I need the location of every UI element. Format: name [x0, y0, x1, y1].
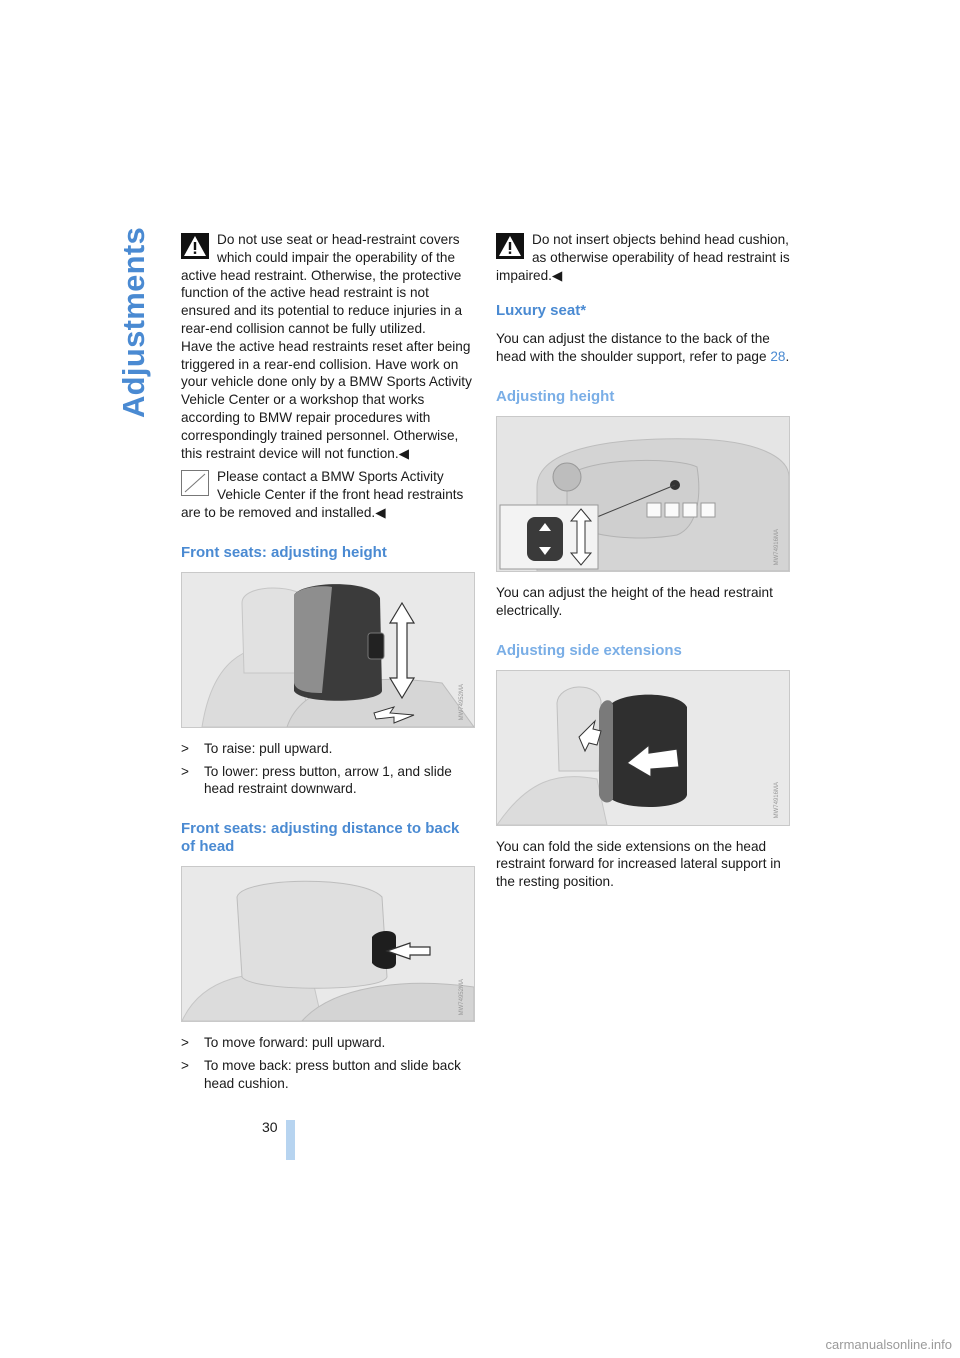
warning-triangle-icon: [496, 233, 524, 259]
height-instructions: [181, 740, 473, 798]
warning-triangle-icon: [181, 233, 209, 259]
warning-text-continued: Have the active head restraints reset after being triggered in a rear-end collision. Have work on your vehicle done only by a BMW Sports Activity Vehicle Center or a workshop that works according to BMW repair procedures with correspondingly trained personnel. Otherwise, this restraint device will not function.◀: [181, 338, 472, 461]
section-title-vertical: Adjustments: [116, 226, 151, 418]
left-column: [181, 231, 473, 1098]
figure-side-extensions: MW74916MA: [496, 670, 790, 826]
note-icon: [181, 470, 209, 496]
list-item: > To move forward: pull upward.: [181, 1035, 386, 1051]
right-column: [496, 231, 790, 891]
page-marker-bar: [286, 1120, 295, 1160]
head-restraint-height-illustration: [182, 573, 474, 727]
luxury-seat-text: You can adjust the distance to the back of the head with the shoulder support, refer to page 28.: [496, 331, 790, 365]
page-number: 30: [262, 1119, 278, 1135]
note-text: Please contact a BMW Sports Activity Vehicle Center if the front head restraints are to be removed and installed.◀: [181, 469, 464, 520]
list-item: > To move back: press button and slide back head cushion.: [181, 1057, 461, 1091]
side-extensions-text: You can fold the side extensions on the head restraint forward for increased lateral support in the resting position.: [496, 838, 781, 890]
page-link[interactable]: 28: [770, 349, 786, 365]
warning-seat-covers: [181, 231, 473, 462]
list-item: > To raise: pull upward.: [181, 740, 333, 756]
heading-front-seats-height: Front seats: adjusting height: [181, 543, 387, 561]
seat-switch-illustration: [497, 417, 789, 571]
footer-watermark: carmanualsonline.info: [825, 1337, 952, 1352]
warning-text: Do not insert objects behind head cushion, as otherwise operability of head restraint is impaired.◀: [496, 232, 790, 283]
adjusting-height-text: You can adjust the height of the head restraint electrically.: [496, 584, 773, 618]
figure-head-restraint-distance: MW74952MA: [181, 866, 475, 1022]
head-restraint-distance-illustration: [182, 867, 474, 1021]
heading-front-seats-distance: Front seats: adjusting distance to back of head: [181, 820, 460, 856]
heading-side-extensions: Adjusting side extensions: [496, 641, 682, 659]
note-removal: [181, 468, 473, 521]
heading-adjusting-height: Adjusting height: [496, 387, 615, 405]
figure-electric-height: MW74916MA: [496, 416, 790, 572]
figure-head-restraint-height: MW74952MA: [181, 572, 475, 728]
warning-head-cushion: [496, 231, 790, 284]
distance-instructions: [181, 1034, 473, 1092]
heading-luxury-seat: Luxury seat*: [496, 302, 587, 320]
side-extension-illustration: [497, 671, 789, 825]
warning-text: Do not use seat or head-restraint covers which could impair the operability of the active head restraint. Otherwise, the protective function of the active head restraint is not ensured and its potential to reduce injuries in a rear-end collision cannot be fully utilized.: [181, 232, 463, 336]
list-item: > To lower: press button, arrow 1, and slide head restraint downward.: [181, 763, 452, 797]
